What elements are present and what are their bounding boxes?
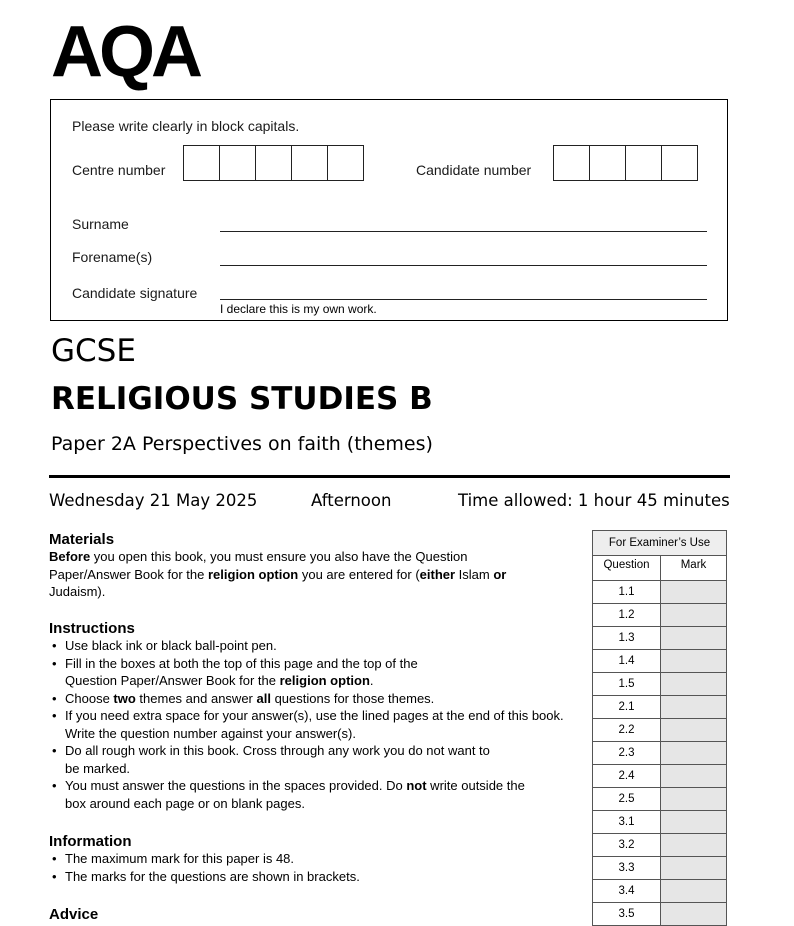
- candidate-digit-box[interactable]: [625, 145, 662, 181]
- table-row: [593, 650, 727, 673]
- mark-cell[interactable]: [661, 742, 727, 765]
- centre-number-label: Centre number: [72, 162, 166, 178]
- instruction-item: • Fill in the boxes at both the top of this page and the top of the Question Paper/Answer Book for the religion option.: [49, 655, 571, 690]
- table-row: [593, 903, 727, 926]
- candidate-details-box: [50, 99, 728, 321]
- instruction-item: • Use black ink or black ball-point pen.: [49, 637, 571, 655]
- question-number: 3.4: [593, 880, 661, 903]
- materials-text: Before you open this book, you must ensure you also have the Question Paper/Answer Book for the religion option you are entered for (either Islam or Judaism).: [49, 549, 507, 599]
- question-number: 1.5: [593, 673, 661, 696]
- mark-cell[interactable]: [661, 903, 727, 926]
- candidate-digit-box[interactable]: [553, 145, 590, 181]
- centre-digit-box[interactable]: [255, 145, 292, 181]
- question-number: 1.1: [593, 581, 661, 604]
- forename-label: Forename(s): [72, 249, 153, 265]
- table-row: [593, 811, 727, 834]
- candidate-digit-box[interactable]: [661, 145, 698, 181]
- question-number: 3.1: [593, 811, 661, 834]
- mark-cell[interactable]: [661, 650, 727, 673]
- instruction-item: • Choose two themes and answer all questions for those themes.: [49, 690, 571, 708]
- question-number: 1.4: [593, 650, 661, 673]
- centre-digit-box[interactable]: [183, 145, 220, 181]
- mark-cell[interactable]: [661, 857, 727, 880]
- paper-title: Paper 2A Perspectives on faith (themes): [51, 433, 433, 455]
- table-row: [593, 834, 727, 857]
- table-row: [593, 604, 727, 627]
- table-row: [593, 673, 727, 696]
- examiner-use-title: For Examiner’s Use: [593, 531, 727, 556]
- table-row: [593, 880, 727, 903]
- candidate-number-boxes: [553, 145, 698, 181]
- candidate-digit-box[interactable]: [589, 145, 626, 181]
- instructions-heading: Instructions: [49, 620, 135, 637]
- question-number: 3.3: [593, 857, 661, 880]
- centre-digit-box[interactable]: [327, 145, 364, 181]
- question-column-header: Question: [593, 556, 661, 581]
- time-allowed: Time allowed: 1 hour 45 minutes: [458, 491, 730, 510]
- instruction-item: • If you need extra space for your answer(s), use the lined pages at the end of this book. Write the question number against your answer(s).: [49, 707, 571, 742]
- question-number: 2.2: [593, 719, 661, 742]
- information-heading: Information: [49, 833, 132, 850]
- aqa-logo: AQA: [51, 12, 199, 92]
- subject-title: RELIGIOUS STUDIES B: [51, 381, 433, 417]
- mark-cell[interactable]: [661, 811, 727, 834]
- information-item: • The marks for the questions are shown in brackets.: [49, 868, 571, 886]
- signature-label: Candidate signature: [72, 285, 198, 301]
- question-number: 2.1: [593, 696, 661, 719]
- instructions-section: [49, 620, 571, 812]
- mark-cell[interactable]: [661, 604, 727, 627]
- question-number: 1.2: [593, 604, 661, 627]
- instruction-item: • Do all rough work in this book. Cross through any work you do not want to be marked.: [49, 742, 571, 777]
- table-row: [593, 788, 727, 811]
- exam-date: Wednesday 21 May 2025: [49, 491, 258, 510]
- candidate-number-label: Candidate number: [416, 162, 532, 178]
- information-section: [49, 833, 571, 885]
- mark-cell[interactable]: [661, 719, 727, 742]
- question-number: 3.2: [593, 834, 661, 857]
- question-number: 2.3: [593, 742, 661, 765]
- examiner-use-table: [592, 530, 727, 926]
- table-row: [593, 581, 727, 604]
- centre-digit-box[interactable]: [291, 145, 328, 181]
- mark-cell[interactable]: [661, 765, 727, 788]
- mark-cell[interactable]: [661, 627, 727, 650]
- question-number: 3.5: [593, 903, 661, 926]
- materials-heading: Materials: [49, 531, 115, 548]
- surname-label: Surname: [72, 216, 129, 232]
- table-row: [593, 696, 727, 719]
- instruction-item: • You must answer the questions in the spaces provided. Do not write outside the box around each page or on blank pages.: [49, 777, 571, 812]
- table-row: [593, 765, 727, 788]
- qualification-title: GCSE: [51, 333, 136, 369]
- question-number: 2.4: [593, 765, 661, 788]
- heading-rule: [49, 475, 730, 478]
- centre-number-boxes: [183, 145, 364, 181]
- mark-column-header: Mark: [661, 556, 727, 581]
- materials-section: [49, 531, 549, 601]
- advice-heading: Advice: [49, 906, 99, 923]
- mark-cell[interactable]: [661, 788, 727, 811]
- mark-cell[interactable]: [661, 834, 727, 857]
- declaration-text: I declare this is my own work.: [220, 302, 377, 316]
- signature-line[interactable]: [220, 299, 707, 300]
- mark-cell[interactable]: [661, 673, 727, 696]
- surname-line[interactable]: [220, 231, 707, 232]
- question-number: 2.5: [593, 788, 661, 811]
- block-capitals-instruction: Please write clearly in block capitals.: [72, 118, 300, 134]
- forename-line[interactable]: [220, 265, 707, 266]
- exam-session: Afternoon: [311, 491, 392, 510]
- information-item: • The maximum mark for this paper is 48.: [49, 850, 571, 868]
- table-row: [593, 627, 727, 650]
- table-row: [593, 857, 727, 880]
- question-number: 1.3: [593, 627, 661, 650]
- mark-cell[interactable]: [661, 880, 727, 903]
- centre-digit-box[interactable]: [219, 145, 256, 181]
- table-row: [593, 742, 727, 765]
- table-row: [593, 719, 727, 742]
- mark-cell[interactable]: [661, 581, 727, 604]
- mark-cell[interactable]: [661, 696, 727, 719]
